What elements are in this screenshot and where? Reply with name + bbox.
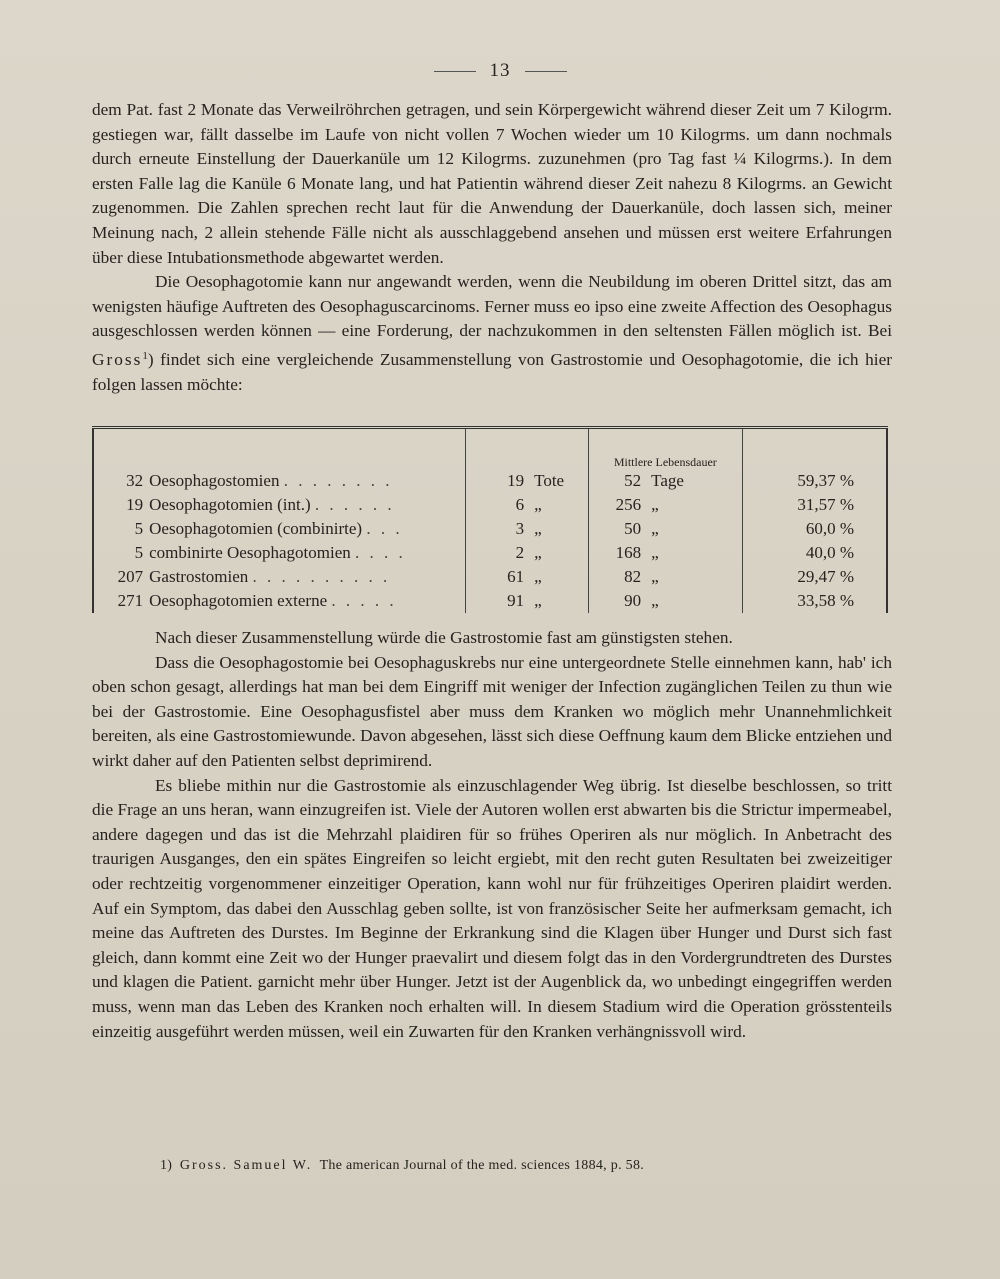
row-deaths: 61 „ (465, 565, 588, 589)
page-number (0, 60, 1000, 82)
row-procedure: Oesophagotomien externe . . . . . (149, 591, 397, 610)
page-number-rule-right (525, 71, 567, 72)
row-percent: 60,0 % (742, 517, 887, 541)
comparison-table (92, 426, 888, 613)
paragraph-continuation: dem Pat. fast 2 Monate das Verweilröhrchen getragen, und sein Körpergewicht während dieser Zeit um 7 Kilogrm. gestiegen war, fällt dasselbe im Laufe von nicht vollen 7 Wochen wieder um 10 Kilogrms. um dann nochmals durch erneute Einstellung der Dauerkanüle um 12 Kilogrms. zuzunehmen (pro Tag fast ¼ Kilogrms.). In dem ersten Falle lag die Kanüle 6 Monate lang, und hat Patientin während dieser Zeit nahezu 8 Kilogrms. an Gewicht zugenommen. Die Zahlen sprechen recht laut für die Anwendung der Dauerkanüle, doch lassen sich, meiner Meinung nach, 2 allein stehende Fälle nicht als ausschlaggebend ansehen und müssen erst weitere Erfahrungen über diese Intubationsmethode abgewartet werden. (92, 100, 892, 267)
page-number-text: 13 (489, 60, 511, 81)
row-deaths: 19 Tote (465, 469, 588, 493)
table-row (93, 589, 887, 613)
row-count: 207 (93, 565, 149, 589)
body-text-bottom (92, 626, 892, 1044)
body-text-top (92, 98, 892, 397)
table-row (93, 565, 887, 589)
row-percent: 59,37 % (742, 469, 887, 493)
row-count: 32 (93, 469, 149, 493)
row-duration: 50 „ (589, 517, 742, 541)
row-procedure: Oesophagotomien (int.) . . . . . . (149, 495, 395, 514)
row-count: 19 (93, 493, 149, 517)
footnote-author: Gross. Samuel W. (179, 1158, 313, 1173)
row-leader: . . . . . . (314, 495, 395, 514)
row-deaths: 91 „ (465, 589, 588, 613)
row-duration: 82 „ (589, 565, 742, 589)
row-percent: 29,47 % (742, 565, 887, 589)
paragraph-gastrostomie: Es bliebe mithin nur die Gastrostomie als einzuschlagender Weg übrig. Ist dieselbe beschlossen, so tritt die Frage an uns heran, wann einzugreifen ist. Viele der Autoren wollen erst abwarten bis die Strictur impermeabel, andere dagegen und das ist die Mehrzahl plaidiren für so frühes Operiren als nur möglich. In Anbetracht des traurigen Ausganges, den ein spätes Eingreifen so leicht ergiebt, mit den recht guten Resultaten bei zweizeitiger oder rechtzeitig vorgenommener einzeitiger Operation, kann wohl nur für frühzeitiges Operiren plaidirt werden. Auf ein Symptom, das dabei den Ausschlag geben sollte, ist von französischer Seite her aufmerksam gemacht, ich meine das Auftreten des Durstes. Im Beginne der Erkrankung sind die Klagen über Hunger und Durst sich fast gleich, dann kommt eine Zeit wo der Hunger praevalirt und diesem folgt das in den Vordergrundtreten des Durstes und klagen die Patient. garnicht mehr über Hunger. Jetzt ist der Augenblick da, wo unbedingt eingegriffen werden muss, wenn man das Leben des Kranken noch erhalten will. In diesem Stadium wird die Operation grösstenteils einzeitig ausgeführt werden müssen, weil ein Zuwarten für den Kranken verhängnissvoll wird. (92, 775, 892, 1041)
row-procedure: Oesophagostomien . . . . . . . . (149, 471, 393, 490)
table-header-row (93, 428, 887, 470)
row-duration: 256 „ (589, 493, 742, 517)
row-leader: . . . . (354, 543, 406, 562)
paragraph-summary: Nach dieser Zusammenstellung würde die Gastrostomie fast am günstigsten stehen. (155, 628, 733, 647)
paragraph-oesophagotomie: Die Oesophagotomie kann nur angewandt werden, wenn die Neubildung im oberen Drittel sitzt, das am wenigsten häufige Auftreten des Oesophaguscarcinoms. Ferner muss eo ipso eine zweite Affection des Oesophagus ausgeschlossen werden können — eine Forderung, der nachzukommen in den seltensten Fällen möglich ist. Bei Gross$^1$) findet sich eine vergleichende Zusammenstellung von Gastrostomie und Oesophagotomie, die ich hier folgen lassen möchte: (92, 272, 892, 394)
row-duration: 168 „ (589, 541, 742, 565)
row-percent: 31,57 % (742, 493, 887, 517)
header-mean-duration: Mittlere Lebensdauer (589, 428, 742, 470)
footnote: 1) Gross. Samuel W. The american Journal of the med. sciences 1884, p. 58. (160, 1158, 645, 1173)
row-procedure: combinirte Oesophagotomien . . . . (149, 543, 406, 562)
row-duration: 52 Tage (589, 469, 742, 493)
page-number-rule-left (434, 71, 476, 72)
table-row (93, 493, 887, 517)
table-row (93, 469, 887, 493)
row-leader: . . . . . . . . (283, 471, 393, 490)
row-deaths: 6 „ (465, 493, 588, 517)
row-count: 5 (93, 517, 149, 541)
row-procedure: Gastrostomien . . . . . . . . . . (149, 567, 391, 586)
row-leader: . . . . . . . . . . (252, 567, 391, 586)
paragraph-oesophagostomie: Dass die Oesophagostomie bei Oesophaguskrebs nur eine untergeordnete Stelle einnehmen kann, hab' ich oben schon gesagt, allerdings hat man bei dem Eingriff mit weniger der Infection zugänglichen Teilen zu thun wie bei der Gastrostomie. Eine Oesophagusfistel aber muss dem Kranken wo möglich mehr Unannehmlichkeit bereiten, als eine Gastrostomiewunde. Davon abgesehen, lässt sich diese Oeffnung kaum dem Blicke entziehen und wirkt daher auf den Patienten selbst deprimirend. (92, 652, 892, 770)
row-leader: . . . (366, 519, 403, 538)
row-deaths: 2 „ (465, 541, 588, 565)
row-count: 271 (93, 589, 149, 613)
table-row (93, 517, 887, 541)
row-percent: 40,0 % (742, 541, 887, 565)
row-duration: 90 „ (589, 589, 742, 613)
row-leader: . . . . . (331, 591, 397, 610)
table-row (93, 541, 887, 565)
row-percent: 33,58 % (742, 589, 887, 613)
footnote-source: The american Journal of the med. sciences 1884, p. 58. (319, 1158, 645, 1173)
row-deaths: 3 „ (465, 517, 588, 541)
row-procedure: Oesophagotomien (combinirte) . . . (149, 519, 403, 538)
row-count: 5 (93, 541, 149, 565)
author-gross: Gross (92, 349, 143, 369)
footnote-ref: 1 (142, 349, 148, 362)
